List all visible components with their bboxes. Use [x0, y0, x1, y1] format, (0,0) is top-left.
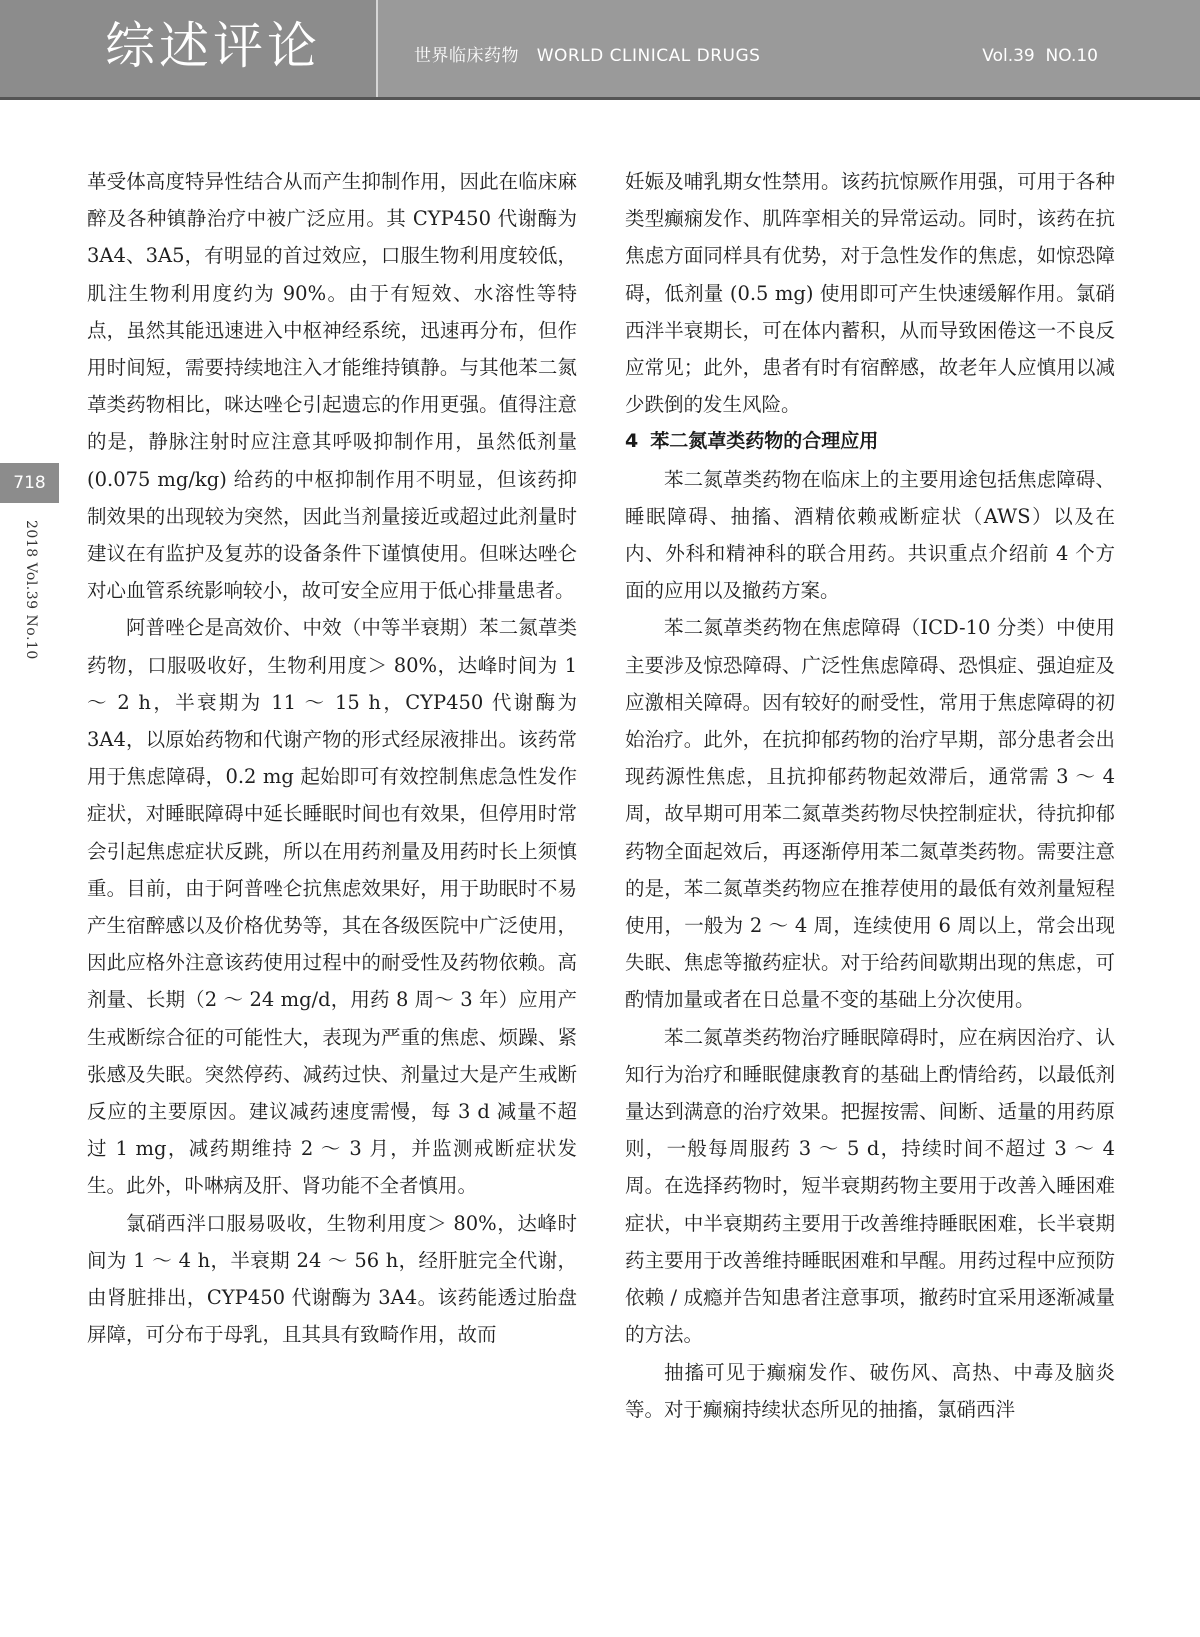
- journal-name: 世界临床药物 WORLD CLINICAL DRUGS: [414, 46, 761, 66]
- right-paragraph-1: 妊娠及哺乳期女性禁用。该药抗惊厥作用强，可用于各种类型癫痫发作、肌阵挛相关的异常运动。同时，该药在抗焦虑方面同样具有优势，对于急性发作的焦虑，如惊恐障碍，低剂量 (0.5 mg) 使用即可产生快速缓解作用。氯硝西泮半衰期长，可在体内蓄积，从而导致困倦这一不良反应常见；此外，患者有时有宿醉感，故老年人应慎用以减少跌倒的发生风险。: [625, 170, 1115, 417]
- right-column: [625, 163, 1115, 1428]
- journal-volume: Vol.39 NO.10: [982, 46, 1098, 66]
- side-year-volume: 2018 Vol.39 No.10: [23, 520, 39, 660]
- left-paragraph-2: 阿普唑仑是高效价、中效（中等半衰期）苯二氮䓬类药物，口服吸收好，生物利用度＞ 80%，达峰时间为 1 ～ 2 h，半衰期为 11 ～ 15 h，CYP450 代谢酶为 3A4，以原始药物和代谢产物的形式经尿液排出。该药常用于焦虑障碍，0.2 mg 起始即可有效控制焦虑急性发作症状，对睡眠障碍中延长睡眠时间也有效果，但停用时常会引起焦虑症状反跳，所以在用药剂量及用药时长上须慎重。目前，由于阿普唑仑抗焦虑效果好，用于助眠时不易产生宿醉感以及价格优势等，其在各级医院中广泛使用，因此应格外注意该药使用过程中的耐受性及药物依赖。高剂量、长期（2 ～ 24 mg/d，用药 8 周～ 3 年）应用产生戒断综合征的可能性大，表现为严重的焦虑、烦躁、紧张感及失眠。突然停药、减药过快、剂量过大是产生戒断反应的主要原因。建议减药速度需慢，每 3 d 减量不超过 1 mg，减药期维持 2 ～ 3 月，并监测戒断症状发生。此外，卟啉病及肝、肾功能不全者慎用。: [87, 616, 577, 1198]
- right-paragraph-3: 苯二氮䓬类药物在焦虑障碍（ICD-10 分类）中使用主要涉及惊恐障碍、广泛性焦虑障碍、恐惧症、强迫症及应激相关障碍。因有较好的耐受性，常用于焦虑障碍的初始治疗。此外，在抗抑郁药物的治疗早期，部分患者会出现药源性焦虑，且抗抑郁药物起效滞后，通常需 3 ～ 4 周，故早期可用苯二氮䓬类药物尽快控制症状，待抗抑郁药物全面起效后，再逐渐停用苯二氮䓬类药物。需要注意的是，苯二氮䓬类药物应在推荐使用的最低有效剂量短程使用，一般为 2 ～ 4 周，连续使用 6 周以上，常会出现失眠、焦虑等撤药症状。对于给药间歇期出现的焦虑，可酌情加量或者在日总量不变的基础上分次使用。: [625, 616, 1115, 1012]
- left-paragraph-1: 革受体高度特异性结合从而产生抑制作用，因此在临床麻醉及各种镇静治疗中被广泛应用。其 CYP450 代谢酶为 3A4、3A5，有明显的首过效应，口服生物利用度较低，肌注生物利用度约为 90%。由于有短效、水溶性等特点，虽然其能迅速进入中枢神经系统，迅速再分布，但作用时间短，需要持续地注入才能维持镇静。与其他苯二氮䓬类药物相比，咪达唑仑引起遗忘的作用更强。值得注意的是，静脉注射时应注意其呼吸抑制作用，虽然低剂量 (0.075 mg/kg) 给药的中枢抑制作用不明显，但该药抑制效果的出现较为突然，因此当剂量接近或超过此剂量时建议在有监护及复苏的设备条件下谨慎使用。但咪达唑仑对心血管系统影响较小，故可安全应用于低心排量患者。: [87, 170, 577, 603]
- section-title: 综述评论: [105, 17, 321, 75]
- section-heading: [625, 423, 1115, 460]
- page-number: 718: [0, 463, 59, 503]
- left-paragraph-3: 氯硝西泮口服易吸收，生物利用度＞ 80%，达峰时间为 1 ～ 4 h，半衰期 24 ～ 56 h，经肝脏完全代谢，由肾脏排出，CYP450 代谢酶为 3A4。该药能透过胎盘屏障，可分布于母乳，且其具有致畸作用，故而: [87, 1211, 577, 1347]
- left-column: [87, 163, 577, 1354]
- right-paragraph-5: 抽搐可见于癫痫发作、破伤风、高热、中毒及脑炎等。对于癫痫持续状态所见的抽搐，氯硝西泮: [625, 1360, 1115, 1421]
- section-banner: [0, 0, 378, 97]
- section-heading-number: 4: [625, 430, 639, 453]
- right-paragraph-4: 苯二氮䓬类药物治疗睡眠障碍时，应在病因治疗、认知行为治疗和睡眠健康教育的基础上酌情给药，以最低剂量达到满意的治疗效果。把握按需、间断、适量的用药原则，一般每周服药 3 ～ 5 d，持续时间不超过 3 ～ 4 周。在选择药物时，短半衰期药物主要用于改善入睡困难症状，中半衰期药主要用于改善维持睡眠困难，长半衰期药主要用于改善维持睡眠困难和早醒。用药过程中应预防依赖 / 成瘾并告知患者注意事项，撤药时宜采用逐渐减量的方法。: [625, 1025, 1115, 1347]
- journal-header: [0, 0, 1200, 100]
- section-heading-text: 苯二氮䓬类药物的合理应用: [650, 430, 879, 453]
- right-paragraph-2: 苯二氮䓬类药物在临床上的主要用途包括焦虑障碍、睡眠障碍、抽搐、酒精依赖戒断症状（AWS）以及在内、外科和精神科的联合用药。共识重点介绍前 4 个方面的应用以及撤药方案。: [625, 467, 1115, 603]
